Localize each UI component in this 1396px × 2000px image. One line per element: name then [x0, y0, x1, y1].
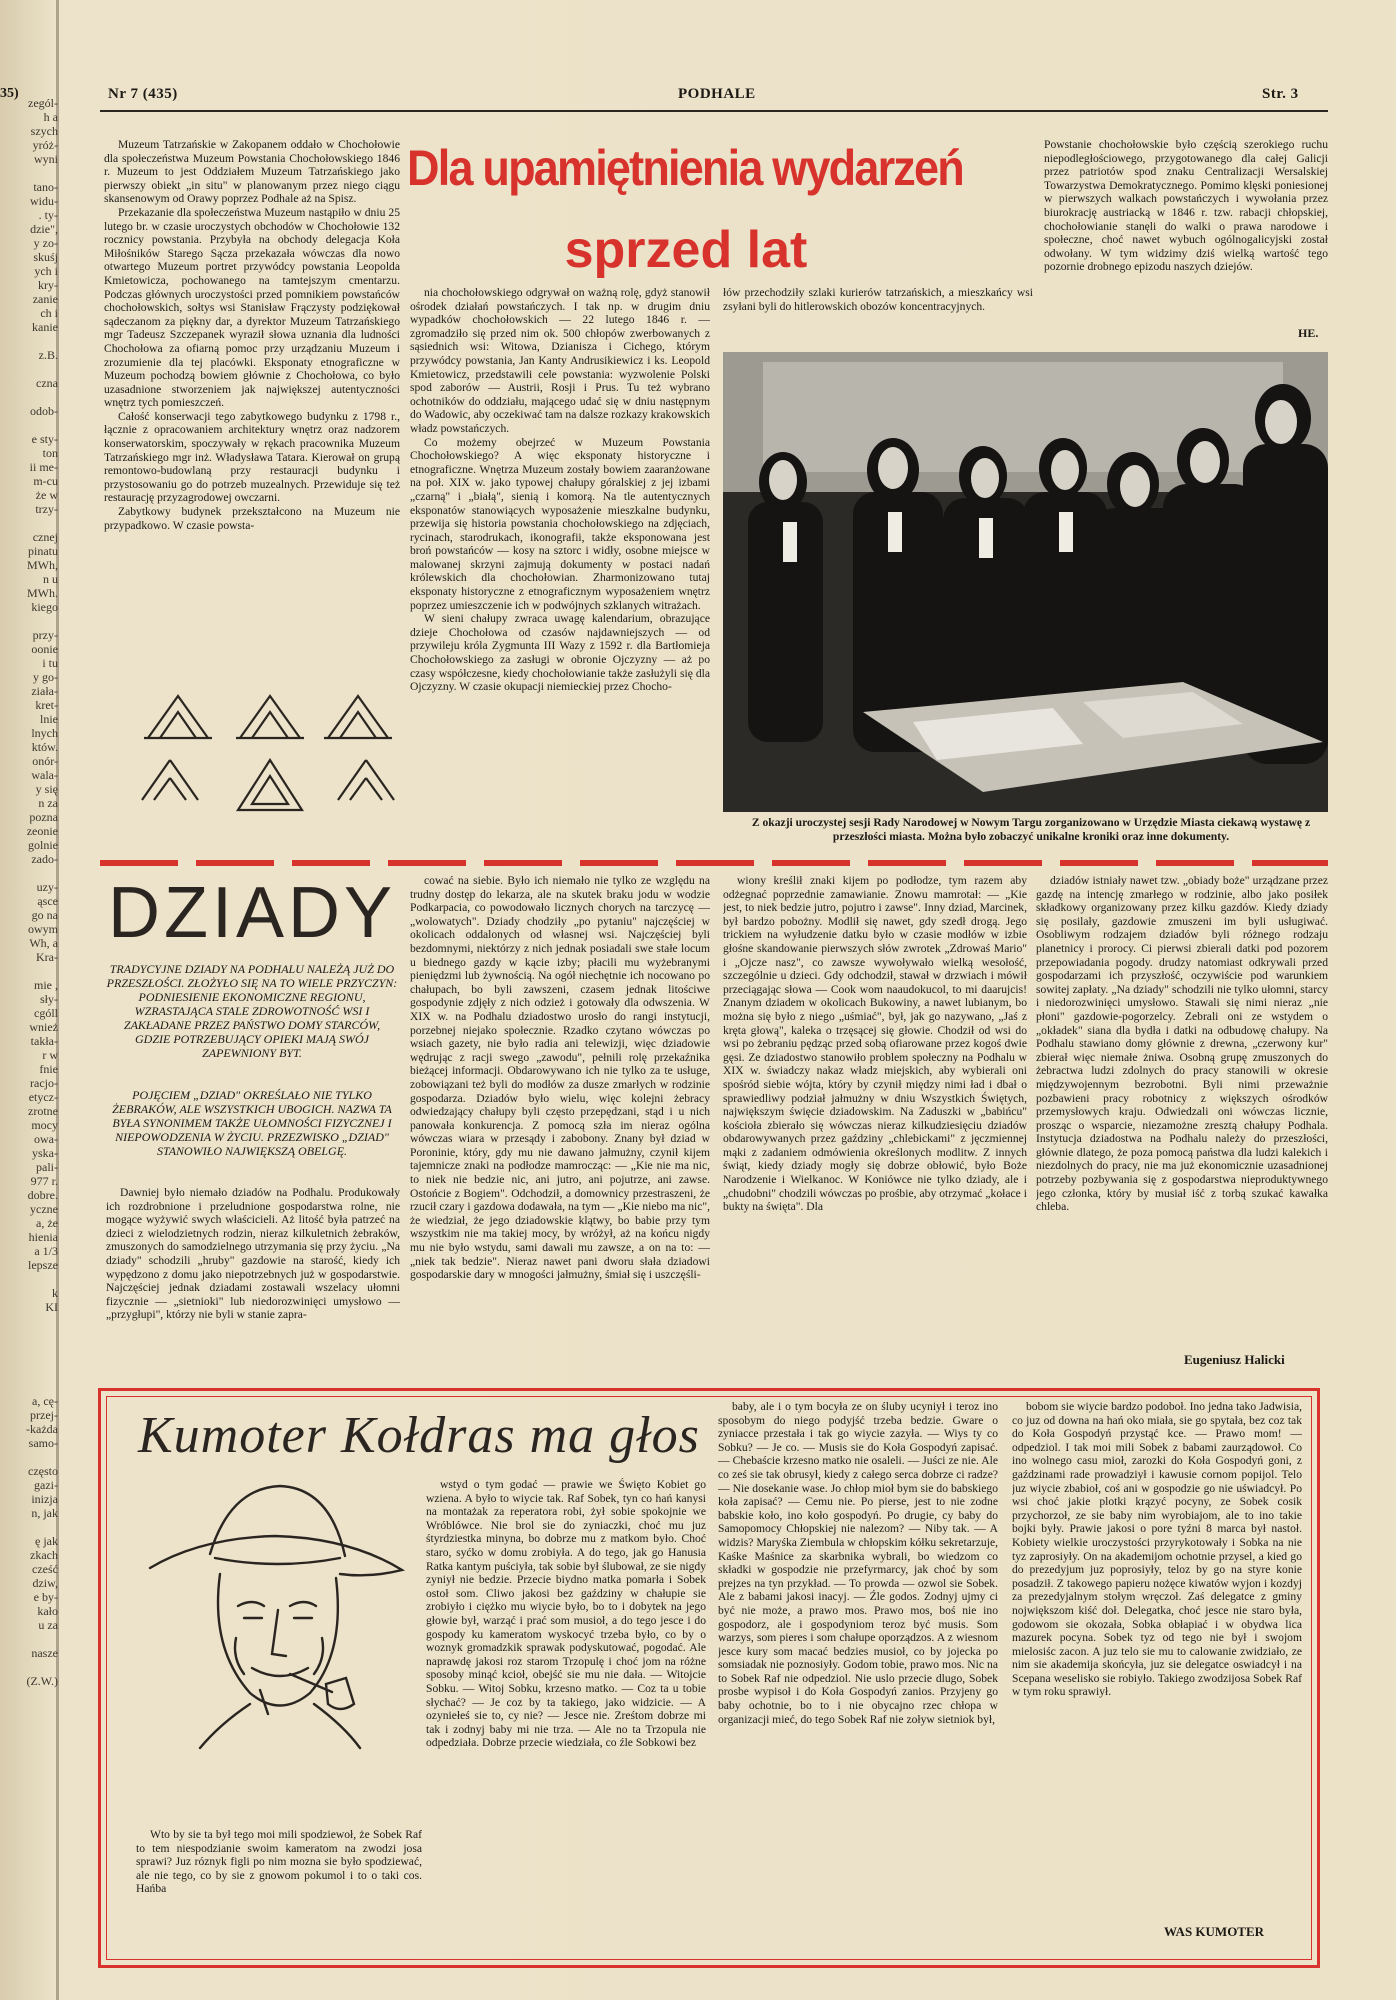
kumoter-column-4: bobom sie wiycie bardzo podoboł. Ino jedna tako Jadwisia, co juz od downa na hań oko miała, sie go spytała, bez coz tak do Koła Gospodyń przystąć kce. — Prawo mom! — odpedziol. I tak moi mili Sobek z babami zaurządowoł. Co ino wolnego casu mioł, zarozki do Koła Gospodyń goni, z gaździnami rade prowadziył i kawusie cornom popijol. Telo juz wiycie zbabioł, coś ani w gospodzie go nie uświadcył. Po wsi choć jakie plotki krązyć pocyny, ze Sobek cosik przychorzoł, ze sie baby nim wyrobiajom, ale to ino takie bojki były. Prawie jakosi o pore tyźni 8 marca był nastoł. Kobiety wielkie uroczystości przyrykotowały i Sobka na nie tyz zaprosiyły. On na akademijom ochotnie przysel, a kied go do prezedyjum juz poprosiyły, teloz by go na styre konie posadził. Z takowego papieru nożęce kiwatów wyjon i kozdyj za prezedyjalnym stołym wręczoł. Zaś delegatce z gminy nojwiększom kiść doł. Delegatka, choć jesce nie staro była, godowom sie okozała, Sobka obłapiać i w obydwa lica mazurek pocyna. Sobek tyz od tego nie był i swojom mielosiśc zacon. A juz telo sie mu to calowanie zwidziało, ze nim sie akademija skońcyła, juz sie delegatce oswiadcył i na Scepana weselisko sie robiyło. Takiego zwodzijosa Sobek Raf w tym roku sprawiył.: [1012, 1400, 1302, 1699]
bleed-line: ych i: [34, 264, 58, 278]
bleed-line: kanie: [32, 320, 58, 334]
bleed-line: inizja: [31, 1492, 58, 1506]
bleed-line: pinatu: [28, 544, 58, 558]
bleed-line: [0, 1450, 58, 1464]
bleed-line: [0, 1272, 58, 1286]
museum-paragraph: Zabytkowy budynek przekształcono na Muzeum nie przypadkowo. W czasie powsta-: [104, 505, 400, 532]
bleed-line: z.B.: [38, 348, 58, 362]
headline-museum-sub: sprzed lat: [564, 221, 808, 279]
bleed-line: często: [28, 1464, 58, 1478]
bleed-line: h a: [43, 110, 58, 124]
bleed-line: skuśj: [33, 250, 58, 264]
museum-column-2: [410, 286, 710, 851]
bleed-line: takła-: [30, 1034, 58, 1048]
bleed-line: szych: [30, 124, 58, 138]
bleed-line: gazi-: [34, 1478, 58, 1492]
museum-paragraph: Całość konserwacji tego zabytkowego budynku z 1798 r., łącznie z opracowaniem architektury wnętrz oraz nadzorem konserwatorskim, spoczywały w rękach pracownika Muzeum Tatrzańskiego mgr inż. Władysława Tatara. Kierował on grupą remontowo-budowlaną przy restauracji budynku i przystosowaniu go do potrzeb muzealnych. Przewiduje się też restaurację przyzagrodowej owczarni.: [104, 409, 400, 505]
dziady-column-1: Dawniej było niemało dziadów na Podhalu. Produkowały ich rozdrobnione i przeludnione gospodarstwa rolne, nie mogące wyżywić swych właścicieli. Aż litość była patrzeć na dzieci z wielodzietnych rodzin, nieraz kilkuletnich żebraków, zmuszonych do samodzielnego utrzymania się przy życiu. „Na dziady" schodzili „hruby" gazdowie na starość, kiedy ich wypędzono z domu jako niepotrzebnych już w gospodarstwie. Najczęściej jednak dziadami zostawali wszelacy ułomni fizycznie — „sietnioki" lub niedorozwinięci umysłowo — „przygłupi", którzy nie byli w stanie zapra-: [106, 1186, 400, 1322]
museum-col2-paragraph: Co możemy obejrzeć w Muzeum Powstania Chochołowskiego? A więc eksponaty historyczne i etnograficzne. Wnętrza Muzeum zostały bowiem zaaranżowane na poł. XIX w. jako typowej chałupy góralskiej z jej izbami „czarną" i „białą", sienią i komorą. Na tle autentycznych eksponatów stanowiących wyposażenie mieszkalne budynku, przewija się historia powstania chochołowskiego na zdjęciach, rycinach, starodrukach, ikonografii, także eksponowana jest broń powstańców — kosy na sztorc i widły, osobne miejsce w malowanej skrzyni zajmują dokumenty w postaci nadań królewskich dla chochołowian. Zharmonizowano tutaj eksponaty historyczne z etnograficznym wyposażeniem wnętrz poprzez umieszczenie ich w podwójnych szklanych witrażach.: [410, 435, 710, 612]
section-divider: [100, 860, 1328, 866]
bleed-line: tano-: [33, 180, 58, 194]
bleed-line: sły-: [40, 992, 58, 1006]
bleed-line: [0, 166, 58, 180]
bleed-line: . ty-: [38, 208, 58, 222]
bleed-line: [0, 418, 58, 432]
bleed-line: [0, 1520, 58, 1534]
bleed-line: a, cę-: [32, 1394, 58, 1408]
kumoter-column-3: baby, ale i o tym bocyła ze on śluby ucyniył i teroz ino sposobym do niego podyjść trzeba bedzie. Gware o zyniacce przestała i tak go wiycie zazyła. — Wiys ty co Sobku? — Je co. — Musis sie do Koła Gospodyń zapisać. — Chebaście krzesno matko nie osaleli. — Juści ze nie. Ale co ześ sie tak obrusył, kiedy z całego serca dobrze ci radze? — Nie dosekanie wase. Jo chłop mioł bym sie do babskiego koła zapisać? — Cemu nie. Po pierse, jest to nie zodne babskie koło, ino koło gospodyń. Po drugie, cy baby do Samopomocy Chłopskiej nie nalezom? — Niby tak. — A widzis? Maryśka Ziembula w chłopskim kółku sekretarzuje, Kaśke Maśnice za skarbnika wybrali, bo wiedzom co składki w gospodzie nie przefyrmarcy, jak choć by som prejzes na tyn przykład. — To prowda — ozwol sie Sobek. Ale z babami jakosi inacyj. — Źle godos. Zodnyj ujmy ci być nie może, a prawo mos. Prawo mos, boś nie ino gospodorz, ale i gospodyniom teroz być musis. Som warzys, som pieres i som chałupe oporządzos. A z wiesnom jesce kury som macać bedzies musioł, co by jojecka po somsiadak nie poznosiyły. Godom tobie, prawo mos. Nic na to Sobek Raf nie odpedziol. Nie uslo przecie dlugo, Sobek prosbe wypisoł i do Koła Gospodyń zanios. Przyjeny go baby ochotnie, bo to i nie obycajno rzec chłopa w organizacji mieć, do tego Sobek Raf nie zoływ sietniok był,: [718, 1400, 998, 1726]
dziady-author: Eugeniusz Halicki: [1184, 1352, 1285, 1367]
left-page-bleed-text: [0, 96, 58, 1314]
bleed-line: ziała-: [31, 684, 58, 698]
bleed-line: przej-: [30, 1408, 58, 1422]
bleed-line: KI: [45, 1300, 58, 1314]
bleed-line: fnie: [39, 1062, 58, 1076]
bleed-line: uzy-: [36, 880, 58, 894]
bleed-line: [0, 390, 58, 404]
bleed-line: hienia: [28, 1230, 58, 1244]
bleed-line: [0, 1380, 58, 1394]
bleed-line: wyni: [34, 152, 58, 166]
bleed-line: a, że: [36, 1216, 58, 1230]
bleed-line: ton: [42, 446, 58, 460]
bleed-line: lnych: [31, 726, 58, 740]
museum-paragraph: Muzeum Tatrzańskie w Zakopanem oddało w Chochołowie dla społeczeństwa Muzeum Powstania Chochołowskiego 1846 r. Muzeum to jest Oddziałem Muzeum Tatrzańskiego jako pierwszy obiekt „in situ" w planowanym przez niego ciągu skansenowym od Orawy poprzez Podhale aż na Spisz.: [104, 138, 400, 206]
museum-col2-paragraph: W sieni chałupy zwraca uwagę kalendarium, obrazujące dzieje Chochołowa od czasów najdawniejszych — od przywileju króla Zygmunta III Wazy z 1592 r. dla Bartłomieja Chochołowskiego za zasługi w obronie Ojczyzny — aż po czasy współczesne, kiedy chochołowianie także zasłużyli się dla Ojczyzny. W czasie okupacji niemieckiej przez Chocho-: [410, 612, 710, 694]
dziady-lead-1: TRADYCYJNE DZIADY NA PODHALU NALEŻĄ JUŻ DO PRZESZŁOŚCI. ZŁOŻYŁO SIĘ NA TO WIELE PRZYCZYN: PODNIESIENIE EKONOMICZNE REGIONU, WZRASTAJĄCA STALE ZDROWOTNOŚĆ WSI I ZAKŁADANE PRZEZ PAŃSTWO DOMY STARCÓW, GDZIE POTRZEBUJĄCY OPIEKI MAJĄ SWÓJ ZAPEWNIONY BYT.: [106, 962, 398, 1060]
folk-ornament-trees: [130, 690, 410, 830]
issue-number: Nr 7 (435): [108, 86, 178, 102]
bleed-line: zeonie: [26, 824, 58, 838]
bleed-line: dzie",: [30, 222, 58, 236]
headline-kumoter: Kumoter Kołdras ma głos: [138, 1407, 700, 1464]
bleed-line: Kra-: [36, 950, 58, 964]
bleed-line: e sty-: [31, 432, 58, 446]
museum-paragraph: Przekazanie dla społeczeństwa Muzeum nastąpiło w dniu 25 lutego br. w czasie uroczystych obchodów w Chochołowie 132 rocznicy powstania. Przybyła na obchody delegacja Koła Miłośników Starego Sącza przekazała wówczas dla nowo otwartego Muzeum portret przywódcy powstania Leopolda Kmietowicza, pochowanego na tamtejszym cmentarzu. Podczas głównych uroczystości przed pomnikiem powstańców chochołowskich, sołtys wsi Stanisław Frączysty podziękował sądeczanom za piękny dar, a dyrektor Muzeum Tatrzańskiego mgr Tadeusz Szczepanek wyraził słowa uznania dla ludności Chochołowa za ofiarną pomoc przy urządzaniu Muzeum i zrozumienie dla tej placówki. Eksponaty etnograficzne w Muzeum pochodzą bowiem głównie z Chochołowa, co było uzasadnione stworzeniem jak największej autentyczności wnętrz tych pomieszczeń.: [104, 205, 400, 410]
bleed-line: lepsze: [28, 1258, 58, 1272]
bleed-line: ę jak: [35, 1534, 58, 1548]
header-rule: [100, 110, 1328, 112]
museum-col2-paragraph: nia chochołowskiego odgrywał on ważną rolę, gdyż stanowił ośrodek działań powstańczych. I tak np. w drugim dniu wypadków chochołowskich — 22 lutego 1846 r. — zgromadziło się przed nim ok. 500 chłopów zwerbowanych z sąsiednich wsi: Witowa, Dzianisza i Cichego, którym przywódcy powstania, Jan Kanty Andrusikiewicz i ks. Leopold Kmietowicz, przedstawili cele powstania: wyzwolenie Polski spod zaborów — Austrii, Rosji i Prus. Tu też wybrano ochotników do oddziału, mającego udać się w dniu następnym do Wadowic, aby oczekiwać tam na dalsze rozkazy krakowskich władz powstańczych.: [410, 286, 710, 435]
masthead: PODHALE: [678, 86, 756, 102]
highlander-portrait-illustration: [140, 1478, 410, 1753]
bleed-line: [0, 1660, 58, 1674]
left-page-bleed-text-lower: [0, 1380, 58, 1688]
bleed-line: samo-: [28, 1436, 58, 1450]
bleed-line: zkach: [30, 1548, 58, 1562]
bleed-line: racjo-: [30, 1076, 58, 1090]
bleed-line: cgóll: [34, 1006, 58, 1020]
bleed-line: pozna: [29, 810, 58, 824]
bleed-line: ch i: [40, 306, 58, 320]
bleed-line: onór-: [32, 754, 58, 768]
bleed-line: Wh, a: [29, 936, 58, 950]
bleed-line: czna: [36, 376, 58, 390]
headline-museum: Dla upamiętnienia wydarzeń: [407, 140, 963, 196]
bleed-line: [0, 866, 58, 880]
dziady-column-3: wiony kreślił znaki kijem po podłodze, tym razem aby odżegnać poprzednie zamawianie. Znowu mamrotał: — „Kie jest, to niek bedzie jutro, pojutro i zawse". Inny dziad, Marcinek, był bardzo pobożny. Modlił się nawet, gdy szedł drogą. Jego trickiem na wyłudzenie datku było w czasie modłów w izbie głośne skandowanie pierwszych słów zwrotek „Zdrowaś Mario" i „Ojcze nasz", co zawsze wywoływało wielką wesołość, szczególnie u dzieci. Gdy odchodził, stawał w drzwiach i mówił przeciągając słowa — Cook wom naaudokucol, to mi daarujcis! Znanym dziadem w okolicach Bukowiny, a nawet lubianym, bo można się było z niego „uśmiać", był, jak go nazywano, „Jaś z kręta głową", kaleka o trzęsącej się głowie. Chodził od wsi do wsi po żebraniu pędząc przed sobą ofiarowane przez kogoś dwie gęsi. Ze dziadostwo stanowiło problem społeczny na Podhalu w XIX w. świadczy nakaz władz miejskich, aby wybierali oni spośród siebie wójta, który by czynił między nimi ład i dbał o sprawiedliwy podział jałmużny w dniu Wszystkich Świętych, największym święcie dziadowskim. Na Zaduszki w „babińcu" kościoła zbierało się wówczas nieraz kilkudziesięciu dziadów obdarowywanych przez gaździny „chlebickami" z jęczmiennej mąki z zadaniem odmówienia określonych modlitw. Z innych świąt, kiedy dziady mogły się dobrze obłowić, było Boże Narodzenie i Wielkanoc. W Koniówce nie tylko dziady, ale i „chudobni" chodzili wówczas po prośbie, aby otrzymać „kołace i bukty na święta". Dla: [723, 874, 1027, 1214]
bleed-line: [0, 964, 58, 978]
bleed-line: 977 r.: [30, 1174, 58, 1188]
bleed-line: [0, 1632, 58, 1646]
bleed-line: i tu: [42, 656, 58, 670]
bleed-line: kiego: [31, 600, 58, 614]
bleed-line: oonie: [31, 642, 58, 656]
bleed-line: r w: [42, 1048, 58, 1062]
bleed-line: n za: [38, 796, 58, 810]
bleed-line: etycz-: [28, 1090, 58, 1104]
bleed-line: przy-: [32, 628, 58, 642]
bleed-line: zanie: [32, 292, 58, 306]
photo-caption: Z okazji uroczystej sesji Rady Narodowej w Nowym Targu zorganizowano w Urzędzie Miasta ciekawą wystawę z przeszłości miasta. Można było zobaczyć unikalne kroniki oraz inne dokumenty.: [751, 816, 1311, 843]
bleed-line: zrotne: [28, 1104, 58, 1118]
bleed-line: a 1/3: [34, 1244, 58, 1258]
dziady-column-4: dziadów istniały nawet tzw. „obiady boże" urządzane przez gazdę na intencję zmarłego w rodzinie, albo jako posiłek składkowy organizowany przez kilku gazdów. Kiedy dziady się posilały, gazdowie zmuszeni im byli usługiwać. Osobliwym rodzajem dziadów byli różnego rodzaju planetnicy i prorocy. Ci pierwsi zbierali datki pod pozorem przepowiadania pogody. drudzy natomiast odkrywali przed gospodarzami ich przyszłość, oczywiście pod warunkiem sowitej zapłaty. „Na dziady" schodzili nie tylko ułomni, starcy i niedorozwinięci umysłowo. Stawali się nimi nieraz „nie płoni" gazdowie-pogorzelcy. Zebrali oni ze wstydem o „okładek" siana dla bydła i datki na odbudowę chałupy. Na Podhalu stawiano domy głównie z drewna, „czerwony kur" zbierał więc niemałe żniwa. Osobną grupę zmuszonych do żebractwa ludzi zdolnych do pracy stanowili w okresie międzywojennym bezrobotni. Byli nimi przeważnie pozbawieni pracy robotnicy z większych ośrodków przemysłowych kraju. Odwiedzali oni wówczas licznie, prosząc o wsparcie, niezamożne zresztą chałupy Podhala. Instytucja dziadostwa na Podhalu należy do przeszłości, głównie dlatego, że poza pomocą państwa dla ludzi kalekich i niezdolnych do pracy, nie ma już ekonomicznie uzasadnionej potrzeby pozbywania się z gospodarstwa nieproduktywnego jego członka, który by musiał iść z torbą szukać kawałka chleba.: [1036, 874, 1328, 1214]
bleed-line: mocy: [31, 1118, 58, 1132]
bleed-line: kret-: [35, 698, 58, 712]
bleed-line: dobre.: [27, 1188, 58, 1202]
museum-signature: HE.: [1298, 326, 1319, 340]
bleed-line: owa-: [34, 1132, 58, 1146]
bleed-line: [0, 334, 58, 348]
bleed-line: [0, 614, 58, 628]
museum-column-4: Powstanie chochołowskie było częścią szerokiego ruchu niepodległościowego, przygotowanego dla całej Galicji przez patriotów spod znaku Centralizacji Wersalskiej Towarzystwa Demokratycznego. Pomimo klęski poniesionej w pierwszych walkach powstańczych i wywołania przez biurokrację austriacką w 1846 r. tzw. rabacji chłopskiej, chochołowianie stanęli do walki o prawa narodowe i społeczne, choć nawet wybuch ogólnogalicyjski został odwołany. W tym widzimy dziś wielką wartość tego pozornie drobnego epizodu naszych dziejów.: [1044, 138, 1328, 274]
bleed-line: golnie: [28, 838, 58, 852]
bleed-line: go na: [31, 908, 58, 922]
bleed-line: widu-: [30, 194, 58, 208]
bleed-line: odob-: [30, 404, 58, 418]
bleed-line: (Z.W.): [26, 1674, 58, 1688]
dziady-lead-2: POJĘCIEM „DZIAD" OKREŚLAŁO NIE TYLKO ŻEBRAKÓW, ALE WSZYSTKICH UBOGICH. NAZWA TA BYŁA SYNONIMEM TAKŻE UŁOMNOŚCI FIZYCZNEJ I NIEPOWODZENIA W ŻYCIU. PRZEZWISKO „DZIAD" STANOWIŁO NAJWIĘKSZĄ OBELGĘ.: [112, 1088, 392, 1158]
dziady-column-2: cować na siebie. Było ich niemało nie tylko ze względu na trudny dostęp do lekarza, ale na skutek braku jodu w wodzie Podkarpacia, co powodowało licznych chorych na tarczycę — „wolowatych". Dziady chodziły „po pytaniu" najczęściej w okolicach oddalonych od własnej wsi. Najczęściej byli bezdomnymi, niektórzy z nich jednak posiadali swe stałe locum u biednego gazdy w kącie izby; płacili mu wyżebranymi pieniędzmi lub żywnością. Na ogół niechętnie ich nocowano po chałupach, bo byli zawszeni, czasem jednak litościwe gospodynie zdjęły z nich odzież i gotowały dla odwszenia. W XIX w. na Podhalu dziadostwo urosło do rangi instytucji, porzebnej niejako społecznie. Rzadko czytano wówczas po wsiach gazety, nie było radia ani telewizji, więc dziadowie wędrując z racji swego „zawodu", pełnili rolę przekaźnika bieżącej informacji. Obdarowywano ich nie tylko za te usługe, zobowiązani też byli do modłów za dusze zmarłych w rodzinie gospodarza. Dziadów było wielu, więc kolejni żebracy odwiedzający chałupy byli często przepędzani, stąd i u nich panowała konkurencja. Z pomocą szła im nieraz ogólna wówczas wiara w przesądy i zabobony. Znany był dziad w Poroninie, który, gdy mu nie dawano jałmużny, czynił kijem tajemnicze znaki na podłodze mamrocząc: — „Kie nie ma nic, to niek nie bedzie nic, ani jutro, ani pojutrze, ani zawse. Ostońcie z Bogiem". Odchodził, a domownicy przestraszeni, że rzucił czary i gazdowa dodawała, na tym — „Kie niebo ma nic", że wiedział, że jego dziadowskie klątwy, bo babie przy tym wszystkim nie ma takiej mocy, by wróżył, aż na końcu nigdy mu nie było wstydu, sami dawali mu zawsze, a on na to: — „niek tak bedzie". Nieraz nawet pani dworu słała dziadowi gospodarskie dary w mnogości jałmużny, śmiał się i uszczęśli-: [410, 874, 710, 1282]
bleed-line: e by-: [33, 1590, 58, 1604]
bleed-line: zegól-: [28, 96, 58, 110]
museum-column-1: [104, 138, 400, 678]
bleed-line: k: [52, 1286, 58, 1300]
kumoter-column-1: Wto by sie ta był tego moi mili spodziewoł, że Sobek Raf to tem niespodzianie swoim kameratom na zwodzi josa sprawi? Juz róznyk figli po nim mozna sie było spodziewać, ale nie tego, co by sie z gnowom pokumol i to o taki cos. Hańba: [136, 1828, 422, 1896]
bleed-line: trzy-: [35, 502, 58, 516]
bleed-line: [0, 362, 58, 376]
bleed-line: owym: [28, 922, 58, 936]
bleed-line: kało: [37, 1604, 58, 1618]
bleed-line: zado-: [31, 852, 58, 866]
bleed-line: yska-: [32, 1146, 58, 1160]
bleed-line: dziw,: [32, 1576, 58, 1590]
bleed-line: y go-: [33, 670, 58, 684]
kumoter-column-2: wstyd o tym godać — prawie we Święto Kobiet go wziena. A było to wiycie tak. Raf Sobek, tyn co hań kanysi na montażak za reperatora robi, żył sobie spokojnie we Wróblówce. Nie brol sie do zyniaczki, choć mu juz śtyrdziestka minyna, bo dobrze mu z matkom było. Choć staro, syćko w domu zrobiyła. A do tego, jak go Hanusia Ratka kantym puściyła, tak sobie był ślubował, ze sie nigdy zyniył nie bedzie. Przecie biydno matka pomarła i Sobek ostoł som. Cliwo jakosi bez gaździny w chałupie sie zrobiyło i ciężko mu wiycie było, bo to i dobytek na jego głowie był, warząć i prać som musioł, a do tego jesce i do gospody ku kameratom wyskocyć trzeba było, co by o woznyk gromadzkik sprawak podyskutować, pogodać. Ale naprawdę jakosi roz starom Trzopulę i choć jom na różne sposoby minąć kcioł, obejść sie mu nie dała. — Witojcie Sobku. — Witoj Sobku, krzesno matko. — Coz ta u tobie słychać? — Je coz by ta takiego, jako widzicie. — A ozyniełeś sie to, cy nie? — Jesce nie. Zreśtom dobrze mi tak i zodnyj baby mi nie trza. — Ale no ta Trzopula nie odpedziała. Dobrze przecie wiedziała, co źle Sobkowi bez: [426, 1478, 706, 1750]
bleed-line: pali-: [36, 1160, 58, 1174]
bleed-line: n, jak: [31, 1506, 58, 1520]
bleed-line: lnie: [40, 712, 58, 726]
bleed-line: mie ,: [34, 978, 58, 992]
headline-dziady: DZIADY: [108, 873, 397, 953]
bleed-line: y zo-: [33, 236, 58, 250]
kumoter-author: WAS KUMOTER: [1164, 1924, 1265, 1939]
bleed-line: któw.: [31, 740, 58, 754]
bleed-line: MWh.: [27, 586, 58, 600]
bleed-line: ąsce: [37, 894, 58, 908]
bleed-line: cześć: [32, 1562, 58, 1576]
bleed-line: yczne: [30, 1202, 58, 1216]
bleed-line: u za: [38, 1618, 58, 1632]
bleed-line: wala-: [31, 768, 58, 782]
bleed-line: [0, 516, 58, 530]
page-number: Str. 3: [1262, 86, 1299, 102]
left-bleed-header: 35): [0, 86, 19, 101]
exhibition-photo: [723, 352, 1328, 812]
bleed-line: że w: [35, 488, 58, 502]
bleed-line: cznej: [32, 530, 58, 544]
bleed-line: ii me-: [29, 460, 58, 474]
bleed-line: MWh,: [27, 558, 58, 572]
museum-column-3: łów przechodziły szlaki kurierów tatrzańskich, a mieszkańcy wsi zsyłani byli do hitlerowskich obozów koncentracyjnych.: [723, 286, 1033, 313]
bleed-line: y się: [35, 782, 58, 796]
bleed-line: wnież: [29, 1020, 58, 1034]
bleed-line: kry-: [38, 278, 58, 292]
bleed-line: yróż-: [32, 138, 58, 152]
bleed-line: -każda: [26, 1422, 58, 1436]
bleed-line: nasze: [31, 1646, 58, 1660]
bleed-line: m-cu: [33, 474, 58, 488]
bleed-line: n u: [43, 572, 58, 586]
